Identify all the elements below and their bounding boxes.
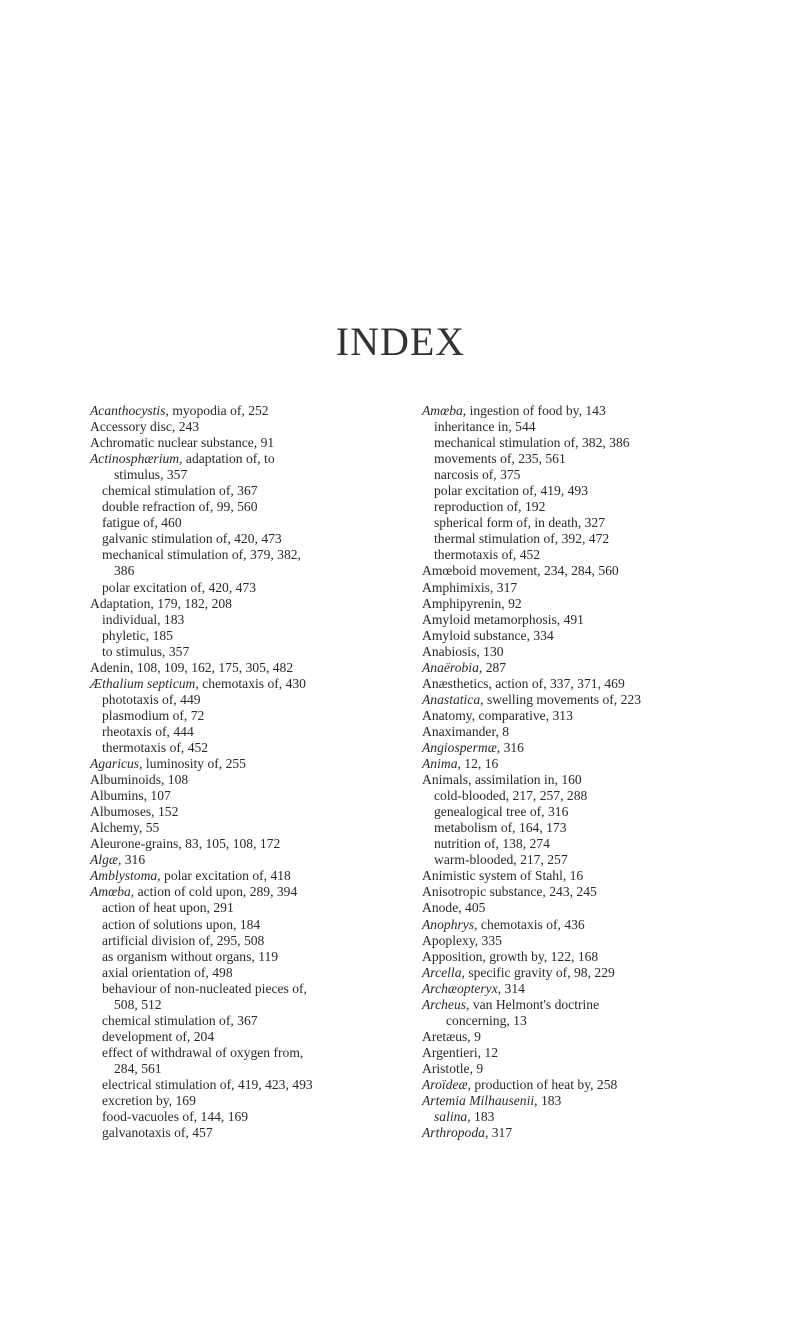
index-entry-italic: Archeus [422,996,467,1012]
index-entry: thermotaxis of, 452 [102,739,209,755]
index-column-right [422,403,724,1141]
index-entry-rest: , chemotaxis of, 436 [474,916,585,932]
index-entry-italic: Archæopteryx [422,980,498,996]
index-entry: 508, 512 [114,996,162,1012]
index-entry-italic: Agaricus [90,756,140,772]
index-entry: double refraction of, 99, 560 [102,499,258,515]
index-entry-italic: Amœba [90,884,131,900]
index-entry: excretion by, 169 [102,1093,196,1109]
index-entry: 386 [114,563,135,579]
index-entry-italic: Anaërobia [422,659,479,675]
index-entry: development of, 204 [102,1028,215,1044]
index-entry [422,660,724,676]
index-entry: fatigue of, 460 [102,515,182,531]
index-entry-italic: Angiospermæ [422,739,497,755]
index-entry: chemical stimulation of, 367 [102,483,258,499]
index-entry: nutrition of, 138, 274 [434,836,550,852]
index-entry: as organism without organs, 119 [102,948,279,964]
index-entry-rest: , 314 [497,980,525,996]
index-entry [422,692,724,708]
index-entry: Aretæus, 9 [422,1028,481,1044]
index-entry [422,1125,724,1141]
index-entry: Amphimixis, 317 [422,579,518,595]
index-entry-rest: , 287 [478,659,507,675]
index-entry-italic: Arcella [422,964,462,980]
index-entry-italic: Aroïdeæ [422,1076,468,1092]
index-entry: 284, 561 [114,1060,162,1076]
index-entry: phototaxis of, 449 [102,691,201,707]
index-entry: electrical stimulation of, 419, 423, 493 [102,1076,313,1092]
index-entry [422,1109,724,1125]
index-entry: Apoplexy, 335 [422,932,502,948]
index-entry: Anode, 405 [422,900,486,916]
index-entry: Amphipyrenin, 92 [422,595,522,611]
index-entry [422,917,724,933]
index-entry-rest: , ingestion of food by, 143 [462,403,606,418]
index-entry [90,676,395,692]
index-entry [90,852,395,868]
index-entry [422,997,724,1013]
index-entry-rest: , production of heat by, 258 [467,1076,618,1092]
index-entry: warm-blooded, 217, 257 [434,852,568,868]
index-entry-italic: Anastatica [422,691,481,707]
index-entry: Anisotropic substance, 243, 245 [422,884,597,900]
index-entry: mechanical stimulation of, 382, 386 [434,435,630,451]
index-entry-italic: salina [434,1109,468,1125]
index-entry-italic: Æthalium septicum [90,675,196,691]
index-entry-rest: , adaptation of, to [179,451,275,467]
index-entry: inheritance in, 544 [434,419,536,435]
index-entry: galvanotaxis of, 457 [102,1125,213,1141]
index-entry: cold-blooded, 217, 257, 288 [434,788,588,804]
index-entry [422,1093,724,1109]
index-entry: metabolism of, 164, 173 [434,820,567,836]
index-entry: Apposition, growth by, 122, 168 [422,948,599,964]
index-entry: Albuminoids, 108 [90,772,189,788]
index-entry-rest: , 12, 16 [457,756,499,772]
index-entry-italic: Artemia Milhausenii [422,1093,535,1109]
index-entry-rest: , specific gravity of, 98, 229 [461,964,615,980]
index-entry: rheotaxis of, 444 [102,723,194,739]
index-entry: Argentieri, 12 [422,1044,499,1060]
index-entry: thermal stimulation of, 392, 472 [434,531,610,547]
index-entry [422,1077,724,1093]
index-entry: behaviour of non-nucleated pieces of, [102,980,307,996]
index-entry: polar excitation of, 420, 473 [102,579,257,595]
index-entry: Aleurone-grains, 83, 105, 108, 172 [90,836,281,852]
index-entry [422,981,724,997]
index-entry: Albumoses, 152 [90,804,179,820]
index-entry-rest: , 183 [467,1109,495,1125]
index-entry: Animals, assimilation in, 160 [422,772,582,788]
index-entry: movements of, 235, 561 [434,451,566,467]
index-entry [90,884,395,900]
index-entry [90,868,395,884]
index-entry-italic: Amblystoma [90,868,158,884]
index-entry: Adaptation, 179, 182, 208 [90,595,232,611]
index-entry: individual, 183 [102,611,185,627]
index-entry [90,403,395,419]
index-entry: Achromatic nuclear substance, 91 [90,435,275,451]
index-entry: galvanic stimulation of, 420, 473 [102,531,282,547]
index-entry-rest: , 316 [117,852,146,868]
index-entry-italic: Amœba [422,403,463,418]
index-entry: Accessory disc, 243 [90,419,200,435]
index-entry: concerning, 13 [446,1012,527,1028]
index-entry-italic: Anophrys [422,916,475,932]
index-entry: action of heat upon, 291 [102,900,234,916]
index-entry-italic: Actinosphærium [90,451,180,467]
index-entry: plasmodium of, 72 [102,707,205,723]
index-entry: Anaximander, 8 [422,723,510,739]
index-entry-rest: , swelling movements of, 223 [480,691,641,707]
index-entry: to stimulus, 357 [102,643,190,659]
index-entry: narcosis of, 375 [434,467,521,483]
index-entry-italic: Algæ [90,852,118,868]
index-entry: thermotaxis of, 452 [434,547,541,563]
index-entry-rest: , luminosity of, 255 [139,756,246,772]
index-entry: stimulus, 357 [114,467,188,483]
index-entry: Alchemy, 55 [90,820,160,836]
index-entry: Amyloid substance, 334 [422,627,554,643]
index-entry [90,451,395,467]
index-entry-rest: , 316 [496,739,524,755]
index-entry-rest: , action of cold upon, 289, 394 [130,884,298,900]
index-entry-italic: Anima [422,756,458,772]
index-entry [422,740,724,756]
index-entry: Albumins, 107 [90,788,171,804]
index-entry: chemical stimulation of, 367 [102,1012,258,1028]
index-entry: genealogical tree of, 316 [434,804,569,820]
index-entry-rest: , 317 [484,1125,513,1141]
index-entry: Aristotle, 9 [422,1060,484,1076]
index-entry: Anatomy, comparative, 313 [422,707,573,723]
index-entry: polar excitation of, 419, 493 [434,483,589,499]
index-entry: Anæsthetics, action of, 337, 371, 469 [422,675,625,691]
index-title: INDEX [335,319,466,364]
index-entry: Anabiosis, 130 [422,643,504,659]
index-entry-rest: , polar excitation of, 418 [157,868,291,884]
index-column-left [90,403,395,1141]
index-entry [422,756,724,772]
index-entry-rest: , 183 [534,1093,562,1109]
index-entry: Adenin, 108, 109, 162, 175, 305, 482 [90,659,294,675]
index-entry: food-vacuoles of, 144, 169 [102,1109,249,1125]
index-entry-italic: Arthropoda [422,1125,485,1141]
index-entry: action of solutions upon, 184 [102,916,261,932]
index-entry: artificial division of, 295, 508 [102,932,265,948]
index-entry: phyletic, 185 [102,627,173,643]
index-entry: reproduction of, 192 [434,499,546,515]
index-entry-rest: , van Helmont's doctrine [466,996,600,1012]
index-entry [422,403,724,419]
index-entry: Amyloid metamorphosis, 491 [422,611,584,627]
index-entry [422,965,724,981]
index-entry: Amœboid movement, 234, 284, 560 [422,563,619,579]
index-entry-italic: Acanthocystis [90,403,166,418]
index-entry: spherical form of, in death, 327 [434,515,606,531]
index-entry: mechanical stimulation of, 379, 382, [102,547,301,563]
index-entry: effect of withdrawal of oxygen from, [102,1044,304,1060]
index-entry-rest: , chemotaxis of, 430 [195,675,306,691]
index-entry [90,756,395,772]
index-entry: axial orientation of, 498 [102,964,233,980]
index-entry-rest: , myopodia of, 252 [165,403,269,418]
index-entry: Animistic system of Stahl, 16 [422,868,584,884]
